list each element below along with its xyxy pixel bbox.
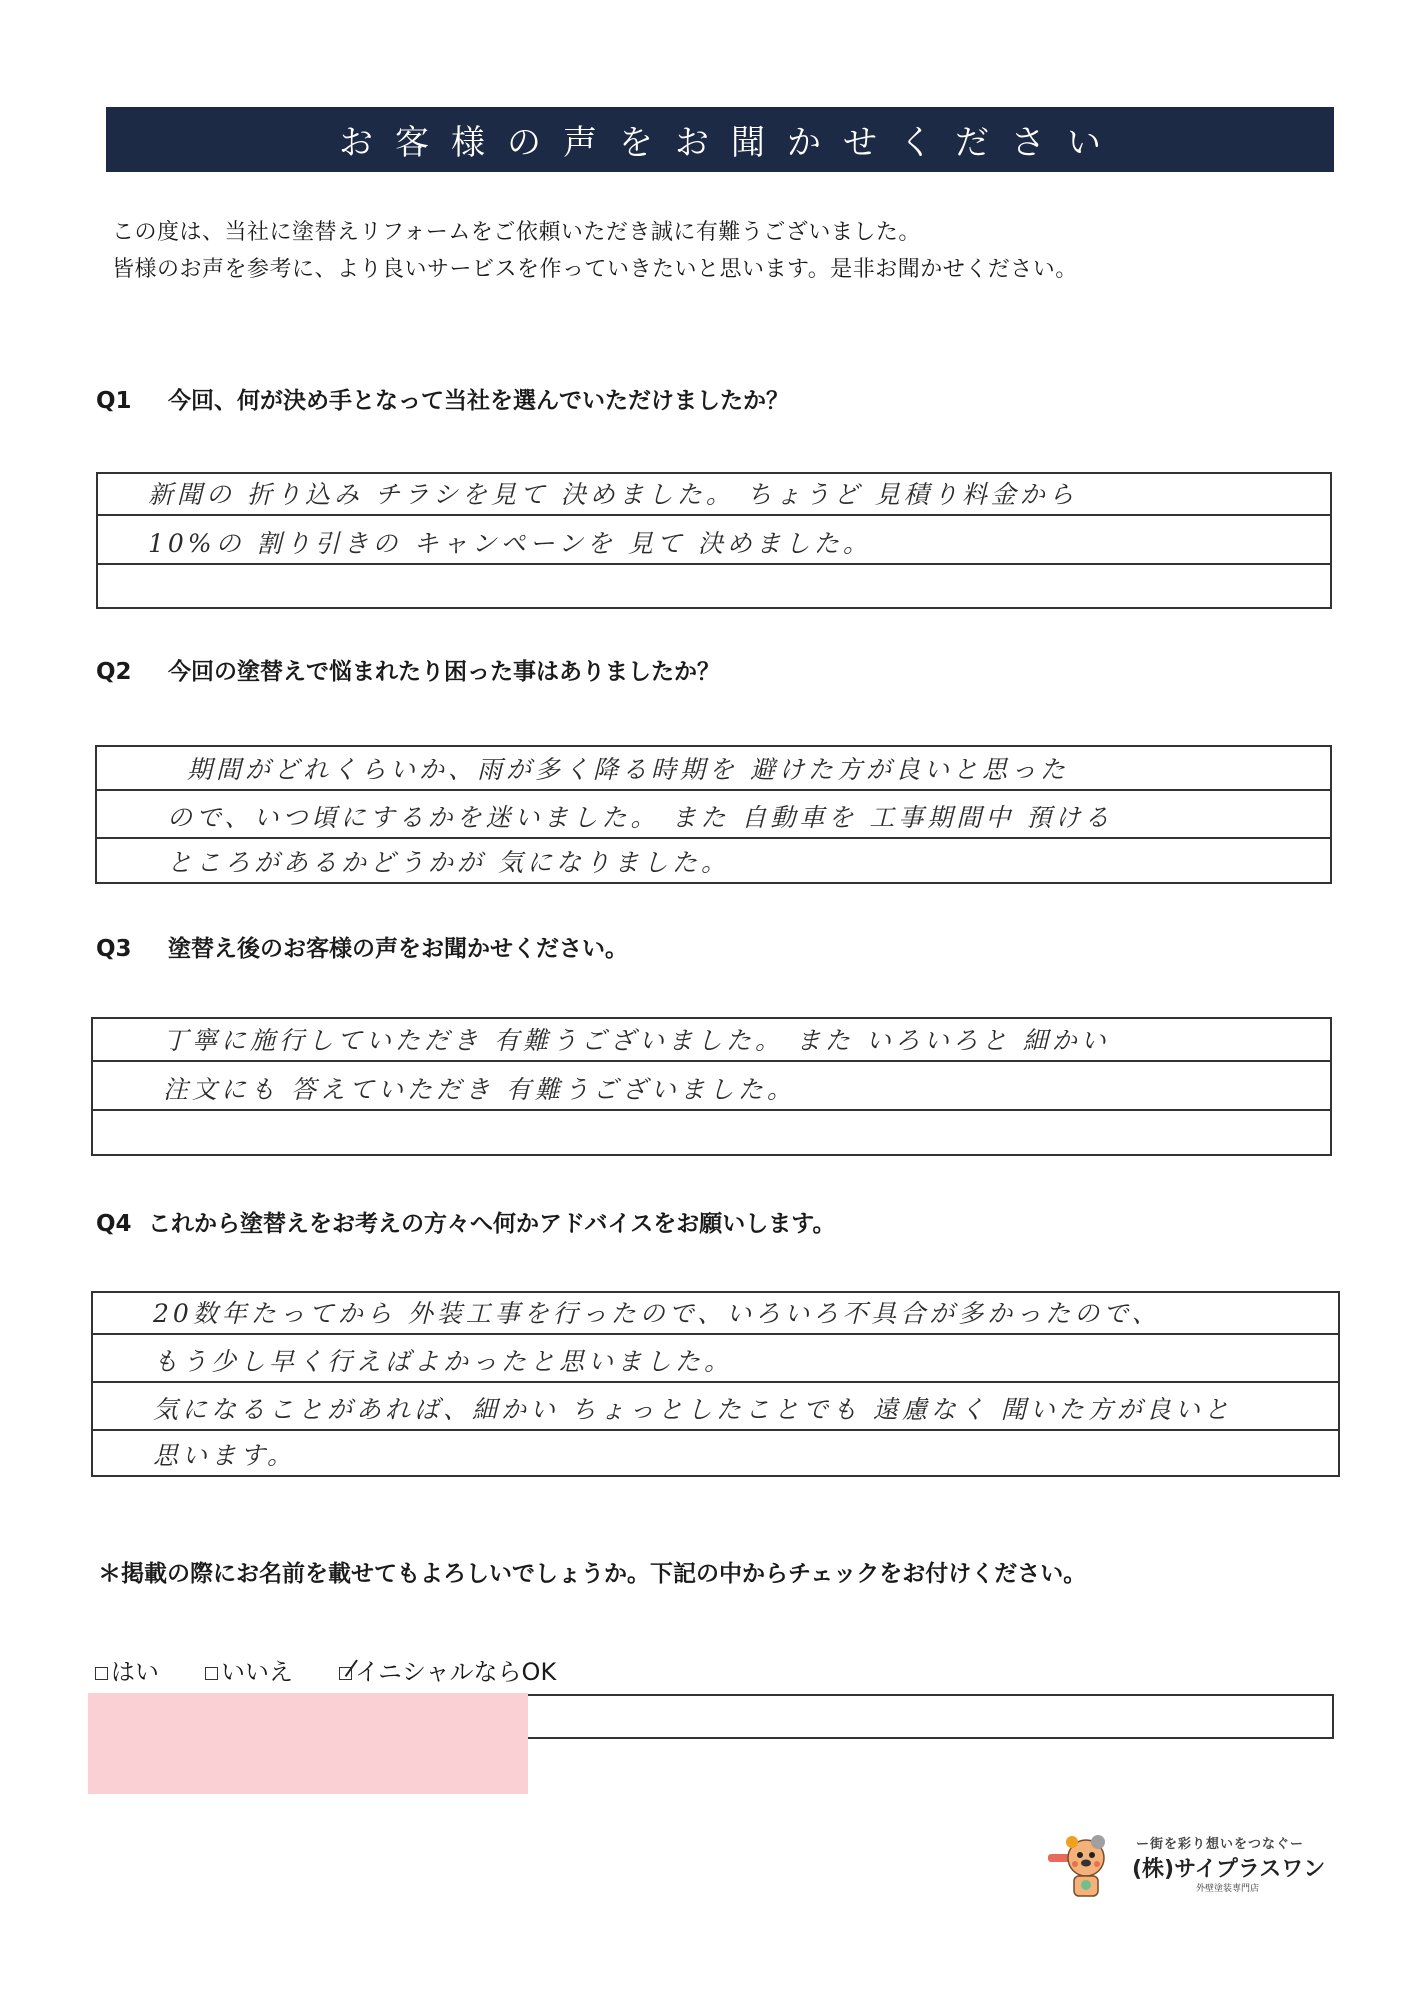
checkbox-icon[interactable] (95, 1667, 108, 1680)
question-text: 塗替え後のお客様の声をお聞かせください。 (168, 936, 628, 962)
mascot-icon (1046, 1834, 1126, 1900)
question-1 (96, 382, 789, 415)
question-3 (96, 930, 628, 963)
answer-line: 思います。 (153, 1441, 297, 1470)
answer-line: 期間がどれくらいか、雨が多く降る時期を 避けた方が良いと思った (97, 747, 1330, 791)
answer-line: もう少し早く行えばよかったと思いました。 (93, 1335, 1338, 1383)
option-no[interactable] (205, 1652, 293, 1687)
logo-tagline: ー街を彩り想いをつなぐー (1136, 1837, 1305, 1852)
answer-line: 10%の 割り引きの キャンペーンを 見て 決めました。 (98, 516, 1330, 565)
option-yes[interactable] (95, 1652, 159, 1687)
question-4 (96, 1205, 835, 1238)
option-label: はい (111, 1658, 159, 1686)
question-label: Q2 (96, 659, 132, 685)
question-label: Q3 (96, 936, 132, 962)
answer-box-3[interactable] (91, 1017, 1332, 1156)
page-title: お客様の声をお聞かせください (339, 123, 1123, 163)
answer-box-4[interactable] (91, 1291, 1340, 1477)
question-text: 今回、何が決め手となって当社を選んでいただけましたか？ (168, 388, 789, 414)
option-label: いいえ (221, 1658, 293, 1686)
header-bar (106, 107, 1334, 172)
checkbox-icon[interactable] (205, 1667, 218, 1680)
company-logo (1046, 1830, 1326, 1902)
logo-subtitle: 外壁塗装専門店 (1196, 1884, 1260, 1894)
redaction-block (88, 1693, 528, 1794)
option-initials-ok[interactable] (339, 1652, 556, 1687)
answer-line: ので、いつ頃にするかを迷いました。 また 自動車を 工事期間中 預ける (97, 791, 1330, 839)
answer-line: 新聞の 折り込み チラシを見て 決めました。 ちょうど 見積り料金から (98, 474, 1330, 516)
answer-box-2[interactable] (95, 745, 1332, 884)
answer-line (98, 565, 1330, 607)
question-text: 今回の塗替えで悩まれたり困った事はありましたか？ (168, 659, 720, 685)
answer-line: 気になることがあれば、細かい ちょっとしたことでも 遠慮なく 聞いた方が良いと (93, 1383, 1338, 1431)
answer-line (93, 1111, 1330, 1154)
answer-line: 20数年たってから 外装工事を行ったので、いろいろ不具合が多かったので、 (93, 1293, 1338, 1335)
answer-line: 注文にも 答えていただき 有難うございました。 (93, 1062, 1330, 1111)
answer-line: 丁寧に施行していただき 有難うございました。 また いろいろと 細かい (93, 1019, 1330, 1062)
checkbox-checked-icon[interactable] (339, 1667, 352, 1680)
intro-line-1: この度は、当社に塗替えリフォームをご依頼いただき誠に有難うございました。 (112, 220, 921, 245)
consent-question: ＊掲載の際にお名前を載せてもよろしいでしょうか。下記の中からチェックをお付けください。 (98, 1561, 1087, 1587)
consent-options (95, 1652, 602, 1687)
question-label: Q1 (96, 388, 132, 414)
intro-line-2: 皆様のお声を参考に、より良いサービスを作っていきたいと思います。是非お聞かせください。 (112, 257, 1078, 282)
answer-box-1[interactable] (96, 472, 1332, 609)
question-text: これから塗替えをお考えの方々へ何かアドバイスをお願いします。 (148, 1211, 836, 1237)
logo-company-name: (株)サイプラスワン (1132, 1857, 1326, 1882)
answer-line: ところがあるかどうかが 気になりました。 (167, 848, 730, 877)
question-label: Q4 (96, 1211, 132, 1237)
question-2 (96, 653, 720, 686)
option-label: イニシャルならOK (355, 1658, 557, 1686)
